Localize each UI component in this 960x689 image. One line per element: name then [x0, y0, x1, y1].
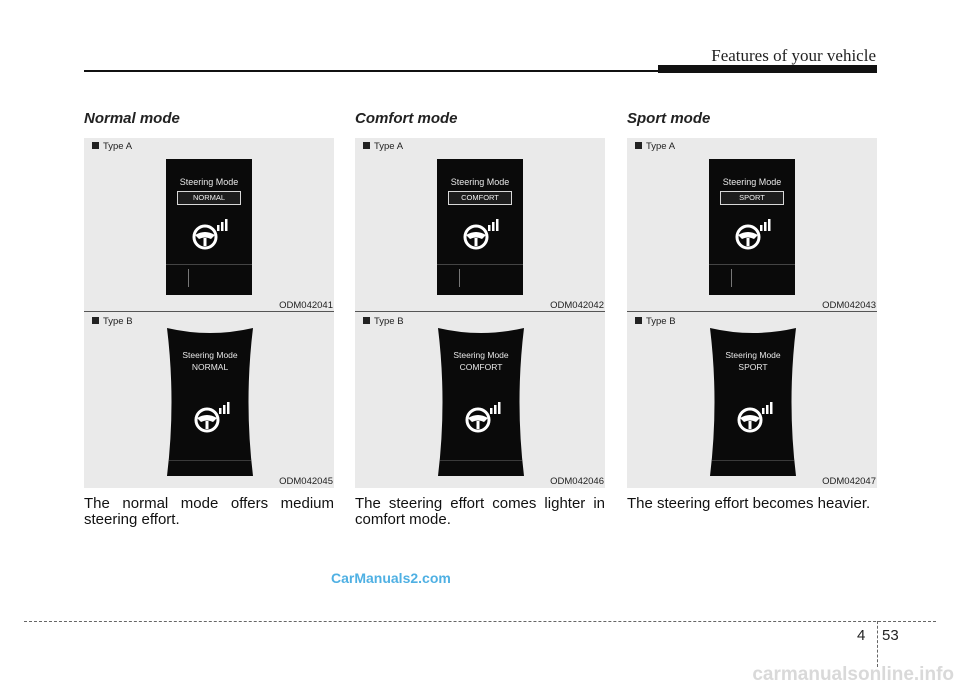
header-rule-thick [658, 65, 877, 73]
description: The steering effort becomes heavier. [627, 495, 871, 512]
mode-box: NORMAL [177, 191, 241, 205]
type-b-label: Type B [92, 316, 133, 327]
figure-code-b: ODM042047 [822, 476, 876, 487]
page-number: 53 [882, 627, 899, 644]
column-title: Normal mode [84, 110, 180, 127]
footer-dashed-line [24, 621, 936, 622]
signal-bars-icon [488, 219, 499, 231]
column-title: Sport mode [627, 110, 711, 127]
description: The steering effort comes lighter in comfort mode. [355, 495, 605, 528]
steering-wheel-icon [461, 217, 501, 251]
type-b-display [435, 326, 527, 478]
display-title: Steering Mode [450, 177, 510, 187]
bullet-square-icon [92, 317, 99, 324]
type-a-display [437, 159, 523, 295]
display-separator [437, 264, 523, 265]
type-a-display [709, 159, 795, 295]
steering-wheel-icon [735, 400, 775, 434]
display-marker [459, 269, 460, 287]
figure-panel [627, 138, 877, 488]
signal-bars-icon [219, 402, 230, 414]
column-sport [627, 108, 877, 512]
display-mode: SPORT [738, 362, 768, 372]
type-b-display [707, 326, 799, 478]
chapter-number: 4 [857, 627, 866, 644]
type-a-display [166, 159, 252, 295]
watermark-link[interactable]: CarManuals2.com [331, 570, 451, 586]
bullet-square-icon [635, 142, 642, 149]
display-mode: NORMAL [191, 362, 229, 372]
panel-divider [84, 311, 334, 312]
mode-box: COMFORT [448, 191, 512, 205]
steering-wheel-icon [733, 217, 773, 251]
header-rule-thin [84, 70, 658, 72]
column-normal [84, 108, 334, 528]
bullet-square-icon [635, 317, 642, 324]
figure-code-a: ODM042043 [822, 300, 876, 311]
display-title: Steering Mode [182, 350, 238, 360]
mode-box: SPORT [720, 191, 784, 205]
display-title: Steering Mode [725, 350, 781, 360]
figure-code-a: ODM042042 [550, 300, 604, 311]
figure-code-a: ODM042041 [279, 300, 333, 311]
watermark-footer: carmanualsonline.info [752, 664, 954, 685]
type-a-label: Type A [635, 141, 675, 152]
figure-panel [355, 138, 605, 488]
type-b-label: Type B [363, 316, 404, 327]
bullet-square-icon [363, 142, 370, 149]
signal-bars-icon [490, 402, 501, 414]
type-a-label: Type A [92, 141, 132, 152]
display-mode: COMFORT [459, 362, 503, 372]
steering-wheel-icon [463, 400, 503, 434]
signal-bars-icon [762, 402, 773, 414]
display-title: Steering Mode [722, 177, 782, 187]
signal-bars-icon [217, 219, 228, 231]
type-b-display [164, 326, 256, 478]
bullet-square-icon [92, 142, 99, 149]
column-title: Comfort mode [355, 110, 458, 127]
display-marker [188, 269, 189, 287]
figure-code-b: ODM042045 [279, 476, 333, 487]
type-a-label: Type A [363, 141, 403, 152]
signal-bars-icon [760, 219, 771, 231]
steering-wheel-icon [190, 217, 230, 251]
type-b-label: Type B [635, 316, 676, 327]
display-title: Steering Mode [179, 177, 239, 187]
panel-divider [627, 311, 877, 312]
display-title: Steering Mode [453, 350, 509, 360]
display-separator [709, 264, 795, 265]
panel-divider [355, 311, 605, 312]
column-comfort [355, 108, 605, 528]
footer-dashed-divider [877, 621, 878, 667]
figure-code-b: ODM042046 [550, 476, 604, 487]
display-marker [731, 269, 732, 287]
header-title: Features of your vehicle [711, 46, 876, 65]
bullet-square-icon [363, 317, 370, 324]
display-separator [166, 264, 252, 265]
steering-wheel-icon [192, 400, 232, 434]
figure-panel [84, 138, 334, 488]
description: The normal mode offers medium steering effort. [84, 495, 334, 528]
